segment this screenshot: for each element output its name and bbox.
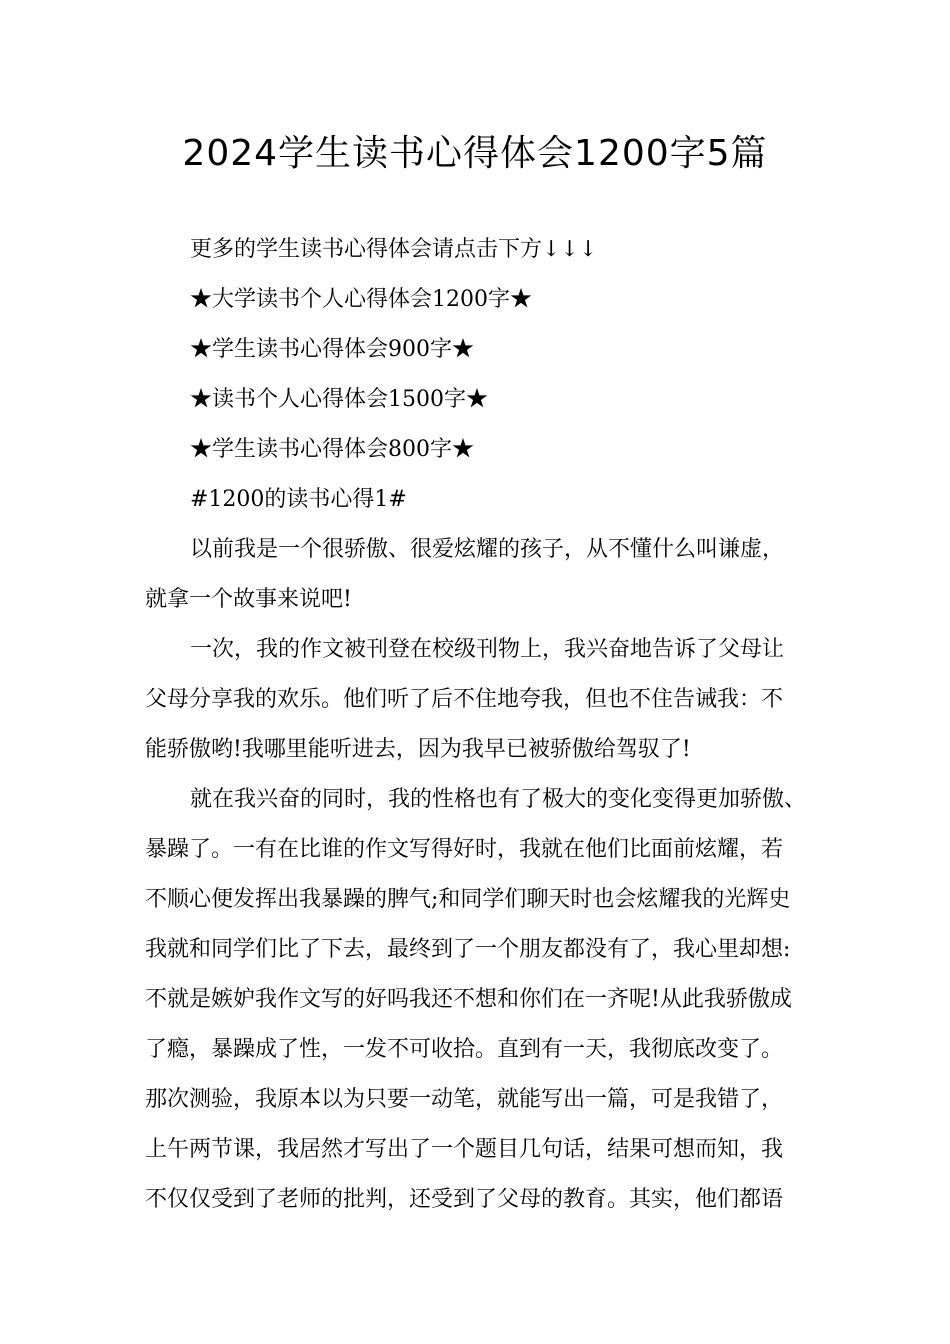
related-link-2[interactable]: ★学生读书心得体会900字★ bbox=[190, 337, 474, 362]
related-link-1[interactable]: ★大学读书个人心得体会1200字★ bbox=[190, 287, 532, 312]
section-heading: #1200的读书心得1# bbox=[190, 487, 407, 512]
body-line: 父母分享我的欢乐。他们听了后不住地夸我，但也不住告诫我：不 bbox=[145, 687, 784, 712]
body-line: 不就是嫉妒我作文写的好吗我还不想和你们在一齐呢!从此我骄傲成 bbox=[145, 987, 792, 1012]
body-line: 以前我是一个很骄傲、很爱炫耀的孩子，从不懂什么叫谦虚， bbox=[190, 537, 785, 562]
related-link-4[interactable]: ★学生读书心得体会800字★ bbox=[190, 437, 474, 462]
body-line: 上午两节课，我居然才写出了一个题目几句话，结果可想而知，我 bbox=[145, 1137, 784, 1162]
body-line: 一次，我的作文被刊登在校级刊物上，我兴奋地告诉了父母让 bbox=[190, 637, 785, 662]
body-line: 暴躁了。一有在比谁的作文写得好时，我就在他们比面前炫耀，若 bbox=[145, 837, 784, 862]
body-line: 能骄傲哟!我哪里能听进去，因为我早已被骄傲给驾驭了! bbox=[145, 737, 691, 762]
body-line: 就在我兴奋的同时，我的性格也有了极大的变化变得更加骄傲、 bbox=[190, 787, 807, 812]
body-line: 不仅仅受到了老师的批判，还受到了父母的教育。其实，他们都语 bbox=[145, 1187, 784, 1212]
body-line: 不顺心便发挥出我暴躁的脾气;和同学们聊天时也会炫耀我的光辉史 bbox=[145, 887, 791, 912]
related-link-3[interactable]: ★读书个人心得体会1500字★ bbox=[190, 387, 488, 412]
body-line: 了瘾，暴躁成了性，一发不可收拾。直到有一天，我彻底改变了。 bbox=[145, 1037, 784, 1062]
document-title: 2024学生读书心得体会1200字5篇 bbox=[182, 133, 768, 174]
intro-text: 更多的学生读书心得体会请点击下方↓↓↓ bbox=[190, 237, 598, 262]
body-line: 那次测验，我原本以为只要一动笔，就能写出一篇，可是我错了， bbox=[145, 1087, 784, 1112]
body-line: 就拿一个故事来说吧! bbox=[145, 587, 352, 612]
body-line: 我就和同学们比了下去，最终到了一个朋友都没有了，我心里却想: bbox=[145, 937, 791, 962]
